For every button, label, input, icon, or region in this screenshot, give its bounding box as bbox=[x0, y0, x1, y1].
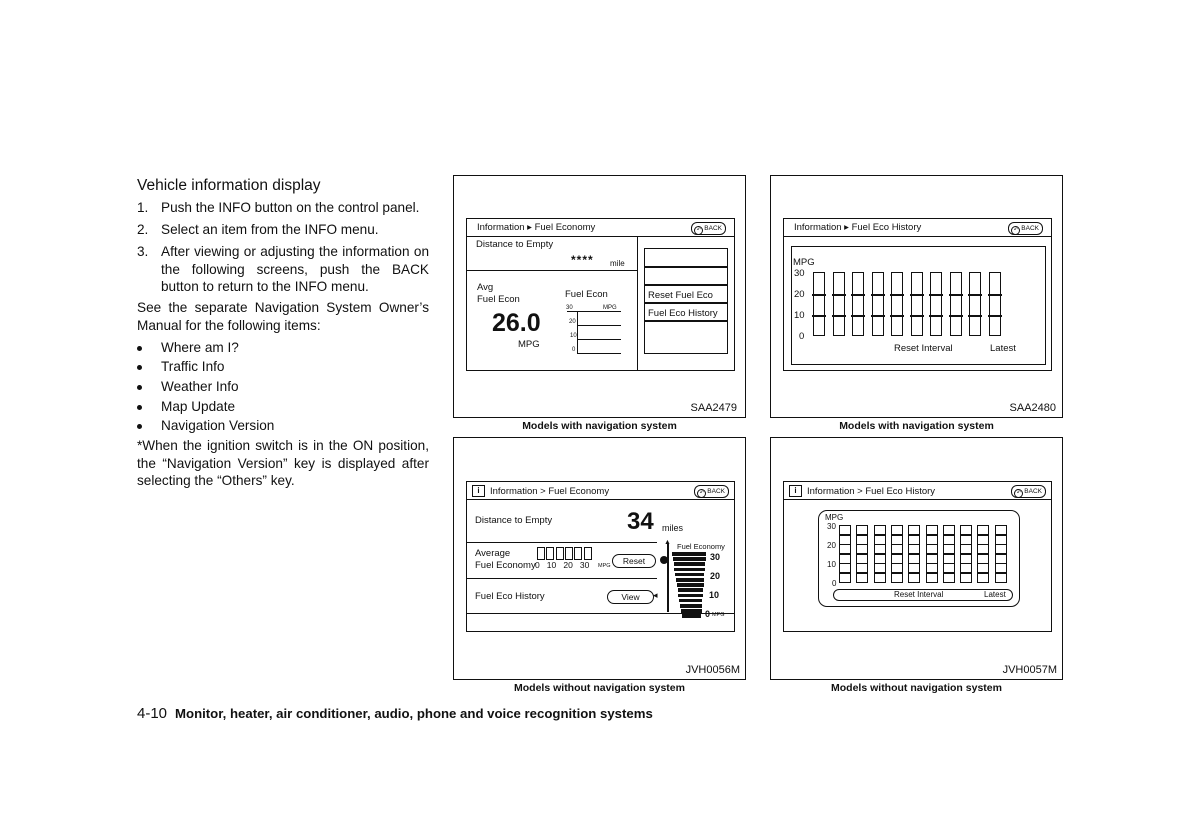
bar-segment-line bbox=[851, 294, 865, 296]
graph-title: Fuel Econ bbox=[565, 289, 608, 300]
step-number: 3. bbox=[137, 244, 149, 259]
gauge-title: Fuel Economy bbox=[677, 542, 725, 551]
history-segment bbox=[908, 544, 920, 554]
gauge-bar bbox=[678, 588, 704, 592]
bar-segment-line bbox=[832, 294, 846, 296]
history-unit: MPG bbox=[825, 513, 844, 522]
history-bar bbox=[891, 272, 903, 336]
history-bar bbox=[813, 272, 825, 336]
history-tick: 20 bbox=[794, 289, 805, 300]
figure-fuel-economy-no-nav bbox=[453, 437, 746, 680]
history-segment bbox=[995, 573, 1007, 583]
history-segment bbox=[977, 525, 989, 535]
history-tick: 30 bbox=[794, 268, 805, 279]
history-segment bbox=[839, 525, 851, 535]
screen bbox=[466, 218, 735, 371]
figure-code: SAA2480 bbox=[1009, 402, 1056, 414]
avg-label: Avg bbox=[477, 282, 494, 293]
gauge-bar bbox=[676, 578, 704, 582]
back-button[interactable] bbox=[694, 485, 729, 498]
section-heading: Vehicle information display bbox=[137, 177, 321, 194]
history-segment bbox=[995, 563, 1007, 573]
history-segment bbox=[856, 544, 868, 554]
history-segment bbox=[977, 563, 989, 573]
history-segment bbox=[891, 544, 903, 554]
history-segment bbox=[856, 563, 868, 573]
screen-header: Information ▸ Fuel Eco History bbox=[794, 222, 922, 233]
history-segment bbox=[891, 554, 903, 564]
gauge-bar bbox=[679, 599, 702, 603]
gauge-arc bbox=[667, 544, 673, 612]
history-segment bbox=[908, 563, 920, 573]
bullet-item bbox=[137, 378, 239, 395]
gauge-bar bbox=[674, 568, 704, 572]
bar-segment-line bbox=[968, 315, 982, 317]
history-segment bbox=[874, 563, 886, 573]
history-segment bbox=[839, 544, 851, 554]
gauge-bar bbox=[682, 614, 702, 618]
history-tick: 0 bbox=[832, 579, 837, 588]
menu-label: Reset Fuel Eco bbox=[648, 290, 713, 301]
gauge-tick: 20 bbox=[710, 571, 721, 581]
graph-line bbox=[567, 311, 621, 312]
graph-tick: 20 bbox=[569, 319, 576, 325]
bar-segment-line bbox=[871, 294, 885, 296]
gauge-bar bbox=[678, 594, 702, 598]
history-segment bbox=[856, 525, 868, 535]
bullet-text: Map Update bbox=[161, 399, 236, 414]
distance-unit: mile bbox=[610, 259, 625, 268]
screen-header: Information ▸ Fuel Economy bbox=[477, 222, 596, 233]
bullet-icon bbox=[137, 424, 142, 429]
reset-interval-label: Reset Interval bbox=[894, 590, 944, 599]
bar-segment-line bbox=[988, 315, 1002, 317]
distance-label: Distance to Empty bbox=[475, 515, 553, 526]
history-segment bbox=[943, 525, 955, 535]
history-segment bbox=[977, 535, 989, 545]
history-segment bbox=[874, 554, 886, 564]
back-label: BACK bbox=[707, 488, 725, 495]
back-label: BACK bbox=[1024, 488, 1042, 495]
history-segment bbox=[943, 554, 955, 564]
avg-label: Fuel Econ bbox=[477, 294, 520, 305]
note-text: *When the ignition switch is in the ON position, the “Navigation Version” key is displayed after selecting the “Others” key. bbox=[137, 438, 429, 488]
step-3 bbox=[137, 243, 429, 296]
history-segment bbox=[960, 554, 972, 564]
history-tick: 0 bbox=[799, 331, 805, 342]
history-segment bbox=[839, 563, 851, 573]
latest-label: Latest bbox=[990, 343, 1016, 354]
step-text: Push the INFO button on the control panel. bbox=[161, 200, 420, 215]
back-button[interactable] bbox=[691, 222, 726, 235]
screen bbox=[466, 481, 735, 632]
history-segment bbox=[960, 535, 972, 545]
figure-code: JVH0056M bbox=[685, 664, 740, 676]
divider bbox=[637, 236, 638, 370]
avg-bar-segment bbox=[546, 547, 554, 560]
history-segment bbox=[891, 563, 903, 573]
history-segment bbox=[943, 544, 955, 554]
history-segment bbox=[856, 554, 868, 564]
history-tick: 10 bbox=[827, 560, 836, 569]
history-segment bbox=[960, 563, 972, 573]
history-segment bbox=[874, 544, 886, 554]
history-label: Fuel Eco History bbox=[475, 591, 545, 602]
menu-label: Fuel Eco History bbox=[648, 308, 718, 319]
back-arrow-icon: ↶ bbox=[1011, 226, 1020, 235]
history-segment bbox=[943, 563, 955, 573]
gauge-unit: MPG bbox=[712, 612, 725, 618]
history-segment bbox=[926, 563, 938, 573]
screen-header: Information > Fuel Economy bbox=[490, 486, 610, 497]
view-button[interactable] bbox=[607, 590, 654, 604]
view-label: View bbox=[621, 592, 640, 602]
menu-item[interactable] bbox=[644, 267, 728, 285]
figure-code: JVH0057M bbox=[1002, 664, 1057, 676]
avg-bar-segment bbox=[565, 547, 573, 560]
gauge-bar bbox=[675, 573, 704, 577]
bar-segment-line bbox=[812, 315, 826, 317]
history-segment bbox=[943, 535, 955, 545]
history-segment bbox=[926, 573, 938, 583]
reset-label: Reset bbox=[622, 556, 646, 566]
graph-tick: 0 bbox=[572, 347, 576, 353]
history-bar bbox=[872, 272, 884, 336]
figure-fuel-eco-history-nav bbox=[770, 175, 1063, 418]
gauge-tick: 10 bbox=[709, 590, 720, 600]
bullet-text: Weather Info bbox=[161, 379, 239, 394]
menu-item[interactable] bbox=[644, 321, 728, 354]
history-segment bbox=[839, 554, 851, 564]
bar-segment-line bbox=[929, 315, 943, 317]
history-segment bbox=[891, 535, 903, 545]
avg-scale: 0 10 20 30 bbox=[535, 560, 590, 570]
gauge-tick: 0 bbox=[705, 609, 711, 619]
graph-line bbox=[577, 339, 621, 340]
avg-unit: MPG bbox=[518, 339, 540, 350]
history-segment bbox=[891, 525, 903, 535]
back-button[interactable] bbox=[1008, 222, 1043, 235]
chapter-title: Monitor, heater, air conditioner, audio, phone and voice recognition systems bbox=[175, 706, 653, 721]
history-segment bbox=[908, 525, 920, 535]
history-bar bbox=[950, 272, 962, 336]
figure-fuel-economy-nav bbox=[453, 175, 746, 418]
history-segment bbox=[977, 554, 989, 564]
step-text: Select an item from the INFO menu. bbox=[161, 222, 379, 237]
distance-unit: miles bbox=[662, 523, 684, 533]
bullet-text: Navigation Version bbox=[161, 418, 275, 433]
step-1 bbox=[137, 199, 429, 217]
history-segment bbox=[960, 525, 972, 535]
history-segment bbox=[874, 525, 886, 535]
avg-label: Fuel Economy bbox=[475, 560, 536, 571]
avg-bar-segment bbox=[584, 547, 592, 560]
reset-interval-label: Reset Interval bbox=[894, 343, 953, 354]
back-button[interactable] bbox=[1011, 485, 1046, 498]
bar-segment-line bbox=[910, 315, 924, 317]
history-segment bbox=[908, 535, 920, 545]
gauge-bar bbox=[674, 562, 706, 566]
back-arrow-icon: ↶ bbox=[697, 489, 706, 498]
divider bbox=[784, 499, 1051, 500]
figure-fuel-eco-history-no-nav bbox=[770, 437, 1063, 680]
figure-caption: Models with navigation system bbox=[839, 420, 994, 432]
history-segment bbox=[977, 544, 989, 554]
bar-segment-line bbox=[910, 294, 924, 296]
history-segment bbox=[960, 544, 972, 554]
menu-item-fuel-eco-history[interactable] bbox=[644, 303, 728, 321]
history-bar bbox=[833, 272, 845, 336]
bar-segment-line bbox=[832, 315, 846, 317]
gauge-bar bbox=[681, 609, 702, 613]
gauge-bar bbox=[677, 583, 704, 587]
graph-tick: 10 bbox=[570, 333, 577, 339]
step-number: 2. bbox=[137, 222, 149, 237]
history-segment bbox=[908, 573, 920, 583]
bar-segment-line bbox=[968, 294, 982, 296]
history-segment bbox=[943, 573, 955, 583]
bullet-text: Traffic Info bbox=[161, 359, 225, 374]
history-bar bbox=[930, 272, 942, 336]
divider bbox=[784, 236, 1051, 237]
history-segment bbox=[995, 525, 1007, 535]
history-tick: 30 bbox=[827, 522, 836, 531]
arrow-left-icon: ◂ bbox=[653, 590, 658, 600]
history-bar bbox=[911, 272, 923, 336]
reset-button[interactable] bbox=[612, 554, 656, 568]
history-footer-bar bbox=[833, 589, 1013, 601]
history-segment bbox=[977, 573, 989, 583]
gauge-tick: 30 bbox=[710, 552, 721, 562]
figure-caption: Models with navigation system bbox=[522, 420, 677, 432]
history-segment bbox=[856, 535, 868, 545]
bar-segment-line bbox=[890, 294, 904, 296]
history-segment bbox=[960, 573, 972, 583]
bullet-item bbox=[137, 358, 224, 375]
bullet-icon bbox=[137, 385, 142, 390]
screen bbox=[783, 218, 1052, 371]
page-footer bbox=[137, 705, 653, 722]
history-unit: MPG bbox=[793, 257, 815, 268]
divider bbox=[467, 236, 734, 237]
bullet-icon bbox=[137, 346, 142, 351]
bar-segment-line bbox=[949, 294, 963, 296]
back-label: BACK bbox=[1021, 225, 1039, 232]
history-bar bbox=[852, 272, 864, 336]
distance-value: 34 bbox=[627, 508, 654, 535]
gauge-bar bbox=[680, 604, 702, 608]
divider bbox=[467, 578, 657, 579]
back-arrow-icon: ↶ bbox=[1014, 489, 1023, 498]
history-segment bbox=[926, 554, 938, 564]
avg-bar-segment bbox=[537, 547, 545, 560]
divider bbox=[467, 270, 637, 271]
bullet-icon bbox=[137, 405, 142, 410]
bar-segment-line bbox=[949, 315, 963, 317]
history-segment bbox=[874, 535, 886, 545]
latest-label: Latest bbox=[984, 590, 1006, 599]
avg-label: Average bbox=[475, 548, 511, 559]
history-bar bbox=[989, 272, 1001, 336]
bullet-item bbox=[137, 417, 274, 434]
gauge-bar bbox=[672, 552, 706, 556]
bar-segment-line bbox=[988, 294, 1002, 296]
info-icon: i bbox=[789, 485, 802, 497]
bar-segment-line bbox=[851, 315, 865, 317]
history-segment bbox=[856, 573, 868, 583]
history-segment bbox=[926, 525, 938, 535]
history-segment bbox=[839, 573, 851, 583]
bar-segment-line bbox=[812, 294, 826, 296]
history-tick: 20 bbox=[827, 541, 836, 550]
step-text: After viewing or adjusting the information on the following screens, push the BACK button to return to the INFO menu. bbox=[161, 244, 429, 294]
bullet-item bbox=[137, 339, 239, 356]
screen bbox=[783, 481, 1052, 632]
menu-item[interactable] bbox=[644, 248, 728, 267]
history-segment bbox=[926, 544, 938, 554]
menu-item-reset-fuel-eco[interactable] bbox=[644, 285, 728, 303]
page-number: 4-10 bbox=[137, 705, 168, 722]
history-segment bbox=[926, 535, 938, 545]
divider bbox=[467, 499, 734, 500]
avg-scale-unit: MPG bbox=[598, 563, 611, 569]
history-segment bbox=[891, 573, 903, 583]
figure-caption: Models without navigation system bbox=[514, 682, 685, 694]
bullet-icon bbox=[137, 365, 142, 370]
history-segment bbox=[908, 554, 920, 564]
step-2 bbox=[137, 221, 429, 239]
up-arrow-icon: ▲ bbox=[664, 539, 671, 546]
graph-line bbox=[577, 353, 621, 354]
figure-caption: Models without navigation system bbox=[831, 682, 1002, 694]
avg-bar-segment bbox=[556, 547, 564, 560]
graph-unit: MPG bbox=[603, 305, 617, 311]
divider bbox=[467, 542, 657, 543]
gauge-bar bbox=[673, 557, 706, 561]
figure-code: SAA2479 bbox=[690, 402, 737, 414]
bullet-text: Where am I? bbox=[161, 340, 239, 355]
graph-tick: 30 bbox=[566, 305, 573, 311]
graph-axis bbox=[577, 311, 578, 353]
back-arrow-icon: ↶ bbox=[694, 226, 703, 235]
distance-label: Distance to Empty bbox=[476, 239, 554, 250]
bullet-item bbox=[137, 398, 235, 415]
distance-value: **** bbox=[571, 253, 594, 267]
avg-bar-segment bbox=[574, 547, 582, 560]
history-segment bbox=[839, 535, 851, 545]
history-segment bbox=[995, 535, 1007, 545]
see-manual-text: See the separate Navigation System Owner’s Manual for the following items: bbox=[137, 300, 429, 333]
step-number: 1. bbox=[137, 200, 149, 215]
history-bar bbox=[969, 272, 981, 336]
info-icon: i bbox=[472, 485, 485, 497]
avg-value: 26.0 bbox=[492, 309, 541, 337]
history-segment bbox=[995, 544, 1007, 554]
bar-segment-line bbox=[890, 315, 904, 317]
history-tick: 10 bbox=[794, 310, 805, 321]
history-segment bbox=[874, 573, 886, 583]
graph-line bbox=[577, 325, 621, 326]
back-label: BACK bbox=[704, 225, 722, 232]
screen-header: Information > Fuel Eco History bbox=[807, 486, 936, 497]
bar-segment-line bbox=[929, 294, 943, 296]
history-segment bbox=[995, 554, 1007, 564]
bar-segment-line bbox=[871, 315, 885, 317]
